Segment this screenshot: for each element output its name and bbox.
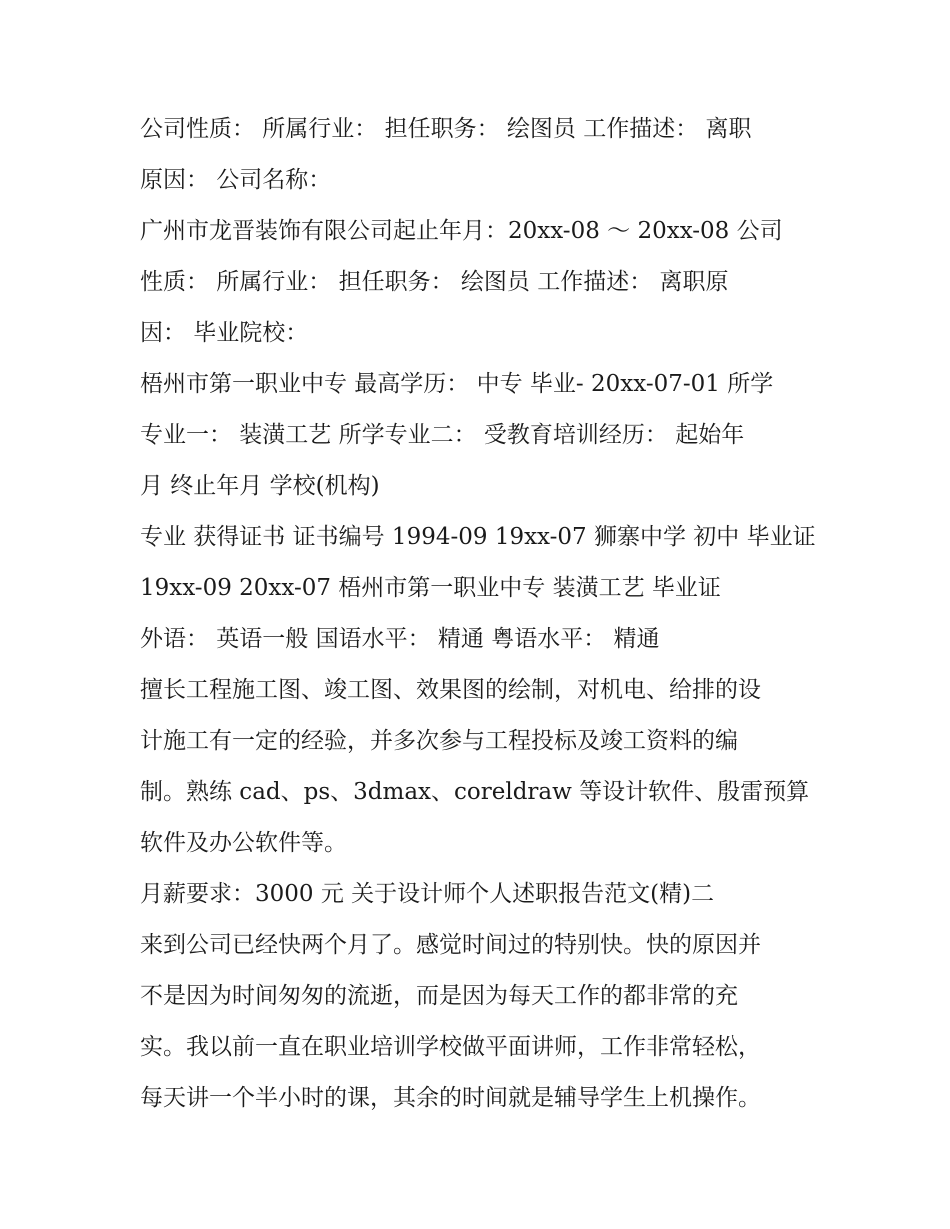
text-line: 月 终止年月 学校(机构) [140, 473, 380, 499]
text-line: 广州市龙晋装饰有限公司起止年月：20xx-08 ～ 20xx-08 公司 [140, 218, 783, 244]
text-line: 梧州市第一职业中专 最高学历： 中专 毕业- 20xx-07-01 所学 [140, 371, 774, 397]
text-line: 月薪要求：3000 元 关于设计师个人述职报告范文(精)二 [140, 881, 715, 907]
text-line: 公司性质： 所属行业： 担任职务： 绘图员 工作描述： 离职 [140, 116, 752, 142]
text-line: 19xx-09 20xx-07 梧州市第一职业中专 装潢工艺 毕业证 [140, 575, 721, 601]
text-line: 性质： 所属行业： 担任职务： 绘图员 工作描述： 离职原 [140, 269, 729, 295]
text-line: 原因： 公司名称： [140, 167, 332, 193]
text-line: 来到公司已经快两个月了。感觉时间过的特别快。快的原因并 [140, 932, 761, 958]
text-line: 不是因为时间匆匆的流逝，而是因为每天工作的都非常的充 [140, 983, 738, 1009]
text-line: 专业一： 装潢工艺 所学专业二： 受教育培训经历： 起始年 [140, 422, 745, 448]
text-line: 制。熟练 cad、ps、3dmax、coreldraw 等设计软件、殷雷预算 [140, 779, 810, 805]
text-line: 外语： 英语一般 国语水平： 精通 粤语水平： 精通 [140, 626, 660, 652]
text-line: 计施工有一定的经验，并多次参与工程投标及竣工资料的编 [140, 728, 738, 754]
text-line: 擅长工程施工图、竣工图、效果图的绘制，对机电、给排的设 [140, 677, 761, 703]
text-line: 因： 毕业院校： [140, 320, 309, 346]
text-line: 每天讲一个半小时的课，其余的时间就是辅导学生上机操作。 [140, 1085, 761, 1111]
text-line: 软件及办公软件等。 [140, 830, 347, 856]
text-line: 专业 获得证书 证书编号 1994-09 19xx-07 狮寨中学 初中 毕业证 [140, 524, 816, 550]
text-line: 实。我以前一直在职业培训学校做平面讲师，工作非常轻松， [140, 1034, 761, 1060]
document-body [140, 104, 820, 1124]
